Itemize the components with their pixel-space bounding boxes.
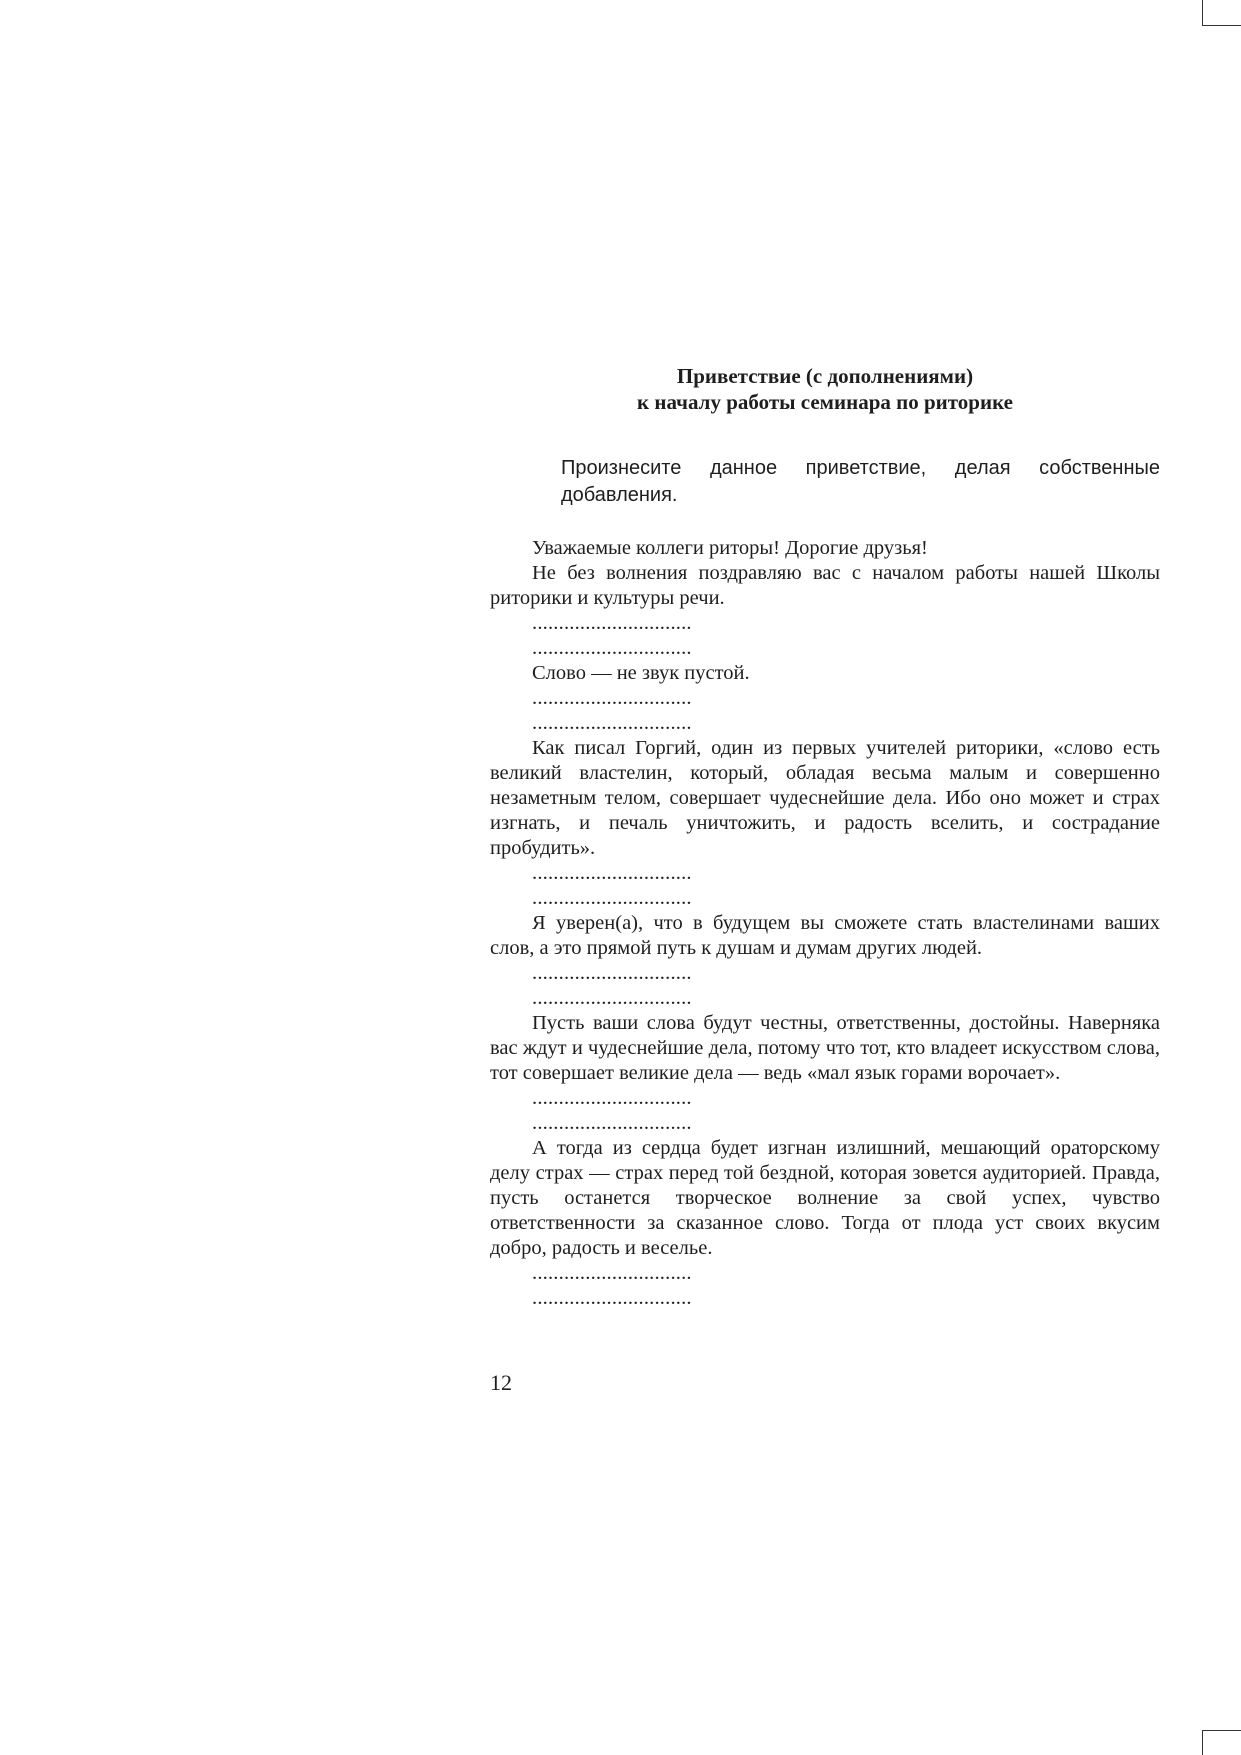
fill-in-dots: .............................. <box>532 712 692 734</box>
fill-in-dots: .............................. <box>532 987 692 1009</box>
speech-paragraph: Уважаемые коллеги риторы! Дорогие друзья! <box>532 537 928 559</box>
task-instruction: Произнесите данное приветствие, делая собственные добавления. <box>561 457 1160 506</box>
fill-in-dots: .............................. <box>532 887 692 909</box>
fill-in-dots: .............................. <box>532 1262 692 1284</box>
crop-mark-top-vertical <box>1202 0 1203 25</box>
fill-in-dots: .............................. <box>532 1112 692 1134</box>
speech-paragraph: Я уверен(а), что в будущем вы сможете стать властелинами ваших слов, а это прямой путь к душам и думам других людей. <box>490 912 1160 959</box>
crop-mark-bottom-vertical <box>1202 1730 1203 1755</box>
crop-mark-bottom-horizontal <box>1202 1730 1241 1731</box>
fill-in-dots: .............................. <box>532 1287 692 1309</box>
speech-paragraph: Как писал Горгий, один из первых учителей риторики, «слово есть великий властелин, который, обладая весьма малым и совершенно незаметным телом, совершает чудеснейшие дела. Ибо оно может и страх изгнать, и печаль уничтожить, и радость вселить, и сострадание пробудить». <box>490 737 1160 859</box>
speech-paragraph: Слово — не звук пустой. <box>532 662 750 684</box>
fill-in-dots: .............................. <box>532 637 692 659</box>
speech-text <box>490 536 1160 1311</box>
page-title-line-2: к началу работы семинара по риторике <box>637 390 1013 414</box>
crop-mark-top-horizontal <box>1202 25 1241 26</box>
page-title-line-1: Приветствие (с дополнениями) <box>676 364 974 388</box>
fill-in-dots: .............................. <box>532 687 692 709</box>
speech-paragraph: Пусть ваши слова будут честны, ответственны, достойны. Наверняка вас ждут и чудеснейшие дела, потому что тот, кто владеет искусством слова, тот совершает великие дела — ведь «мал язык горами ворочает». <box>490 1012 1160 1084</box>
fill-in-dots: .............................. <box>532 612 692 634</box>
fill-in-dots: .............................. <box>532 962 692 984</box>
speech-paragraph: Не без волнения поздравляю вас с началом работы нашей Школы риторики и культуры речи. <box>490 562 1160 609</box>
fill-in-dots: .............................. <box>532 862 692 884</box>
speech-paragraph: А тогда из сердца будет изгнан излишний, мешающий ораторскому делу страх — страх перед той бездной, которая зовется аудиторией. Правда, пусть останется творческое волнение за свой успех, чувство ответственности за сказанное слово. Тогда от плода уст своих вкусим добро, радость и веселье. <box>490 1137 1160 1259</box>
page-number: 12 <box>490 1370 512 1395</box>
fill-in-dots: .............................. <box>532 1087 692 1109</box>
